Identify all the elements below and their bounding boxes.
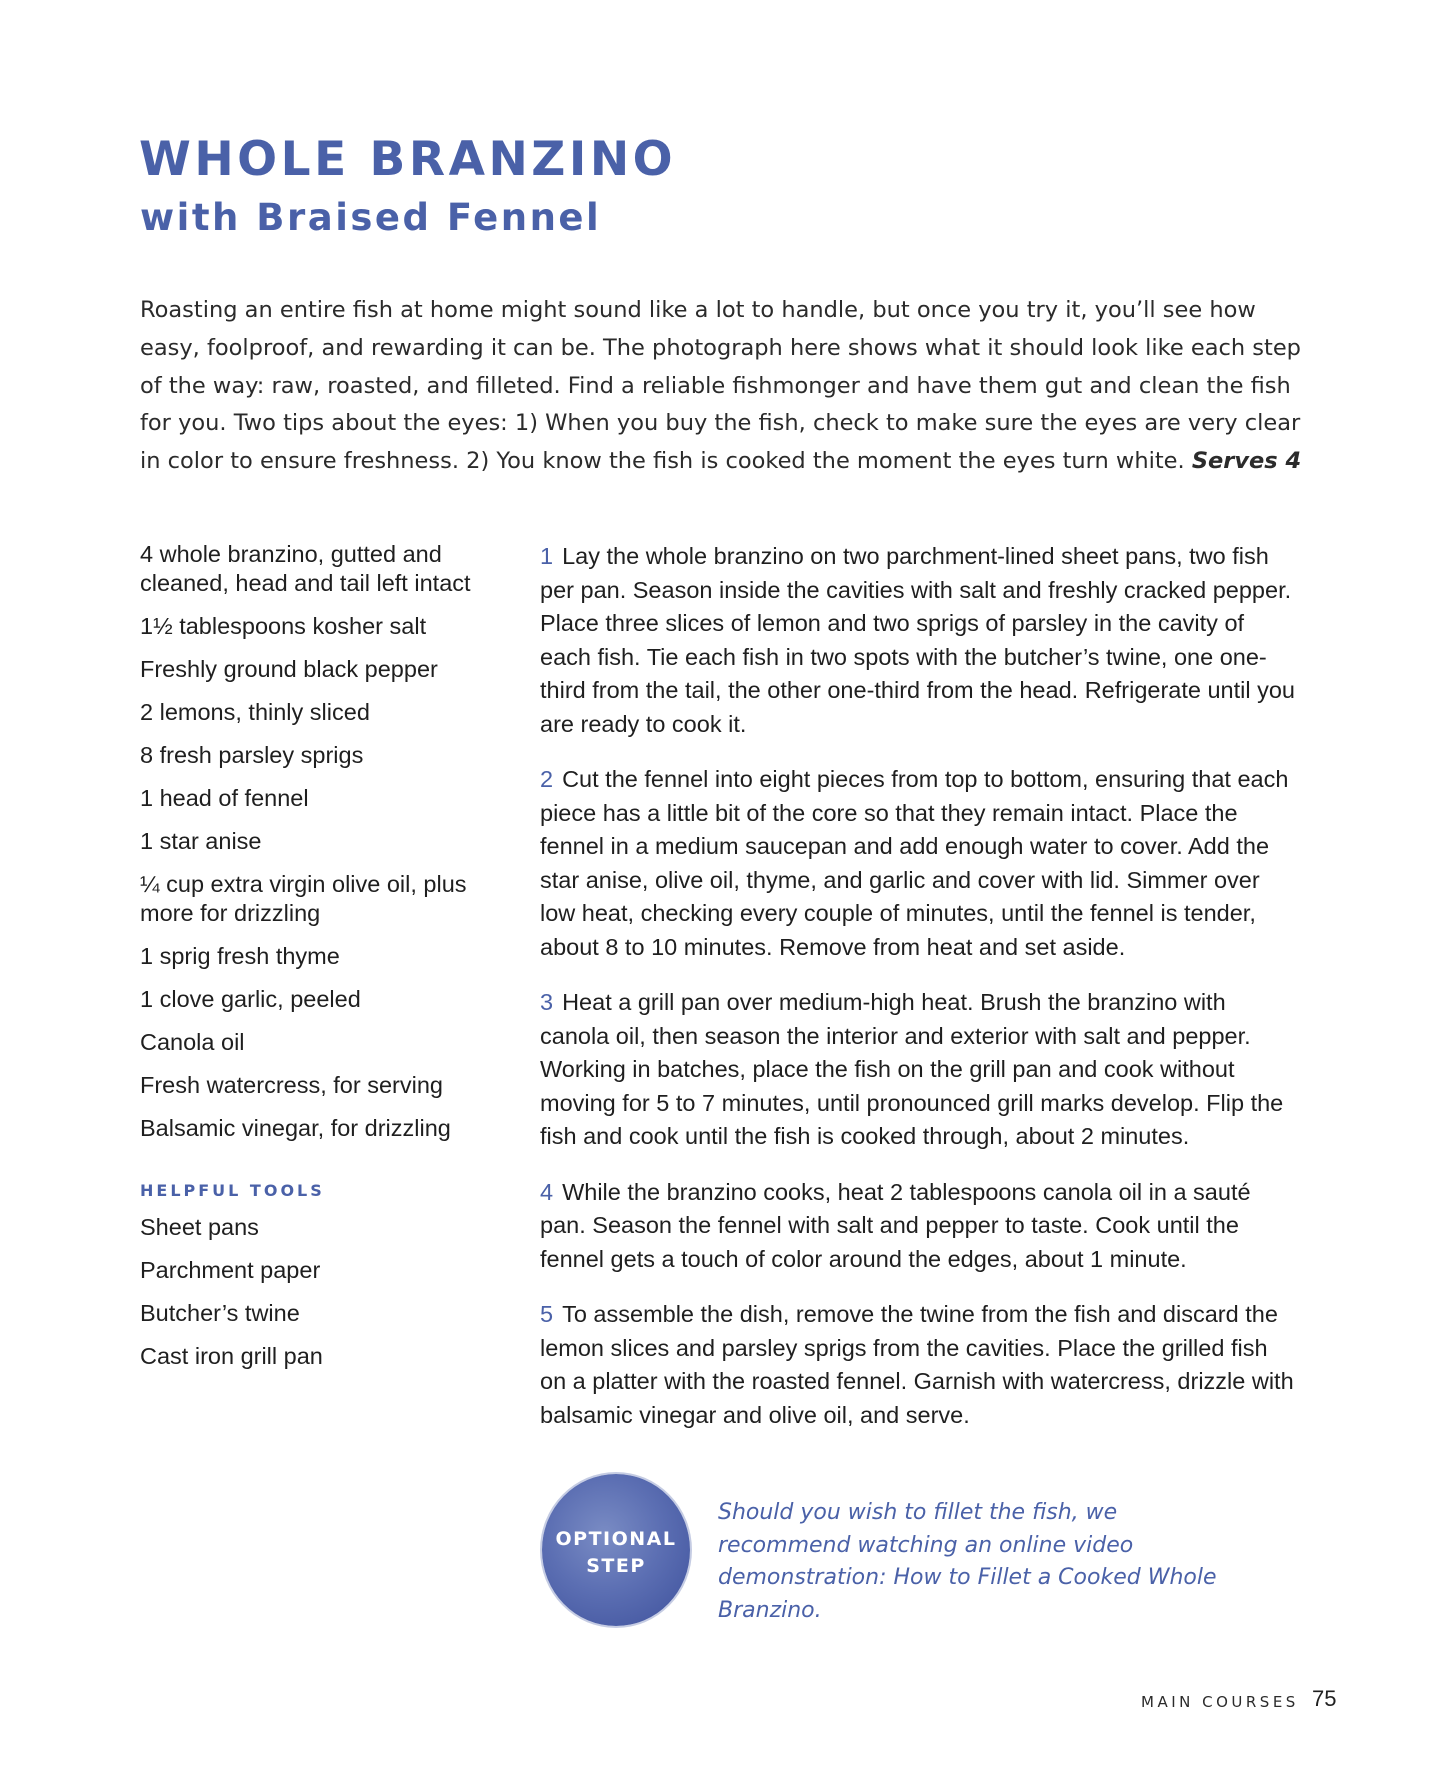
ingredient-item: 1 sprig fresh thyme <box>140 943 340 969</box>
method-step <box>540 763 1300 964</box>
serves-label: Serves 4 <box>1191 448 1302 475</box>
method-step <box>540 540 1300 741</box>
ingredient-item: 1 head of fennel <box>140 785 309 811</box>
ingredient-item: 1 clove garlic, peeled <box>140 986 361 1012</box>
step-text: Heat a grill pan over medium-high heat. Brush the branzino with canola oil, then season the interior and exterior with salt and pepper. Working in batches, place the fish on the grill pan and cook without moving for 5 to 7 minutes, until pronounced grill marks develop. Flip the fish and cook until the fish is cooked through, about 2 minutes. <box>540 989 1284 1149</box>
ingredients-list <box>140 540 500 1157</box>
step-number: 1 <box>540 543 554 569</box>
tool-item: Sheet pans <box>140 1214 259 1240</box>
ingredient-item: ¼ cup extra virgin olive oil, plus more for drizzling <box>140 871 467 926</box>
optional-step-badge <box>542 1474 690 1626</box>
step-number: 5 <box>540 1301 554 1327</box>
step-number: 3 <box>540 989 554 1015</box>
tool-item: Cast iron grill pan <box>140 1343 323 1369</box>
optional-step-note: Should you wish to fillet the fish, we recommend watching an online video demonstration: How to Fillet a Cooked Whole Branzino. <box>718 1500 1217 1623</box>
badge-label <box>542 1526 690 1580</box>
badge-line: OPTIONAL <box>555 1528 677 1550</box>
method-step <box>540 1176 1300 1277</box>
helpful-tools-list <box>140 1213 500 1385</box>
ingredient-item: 1 star anise <box>140 828 262 854</box>
ingredient-item: 1½ tablespoons kosher salt <box>140 613 427 639</box>
ingredient-item: Freshly ground black pepper <box>140 656 438 682</box>
step-number: 4 <box>540 1178 554 1205</box>
ingredient-item: Canola oil <box>140 1029 245 1055</box>
helpful-tools-heading: HELPFUL TOOLS <box>140 1181 325 1200</box>
step-number: 2 <box>540 766 554 792</box>
method-step <box>540 1298 1300 1432</box>
tool-item: Parchment paper <box>140 1257 321 1283</box>
badge-line: STEP <box>586 1555 646 1577</box>
recipe-subtitle: with Braised Fennel <box>140 196 602 239</box>
step-text: To assemble the dish, remove the twine from the fish and discard the lemon slices and parsley sprigs from the cavities. Place the grilled fish on a platter with the roasted fennel. Garnish with watercress, drizzle with balsamic vinegar and olive oil, and serve. <box>540 1301 1294 1428</box>
step-text: Cut the fennel into eight pieces from top to bottom, ensuring that each piece has a little bit of the core so that they remain intact. Place the fennel in a medium saucepan and add enough water to cover. Add the star anise, olive oil, thyme, and garlic and cover with lid. Simmer over low heat, checking every couple of minutes, until the fennel is tender, about 8 to 10 minutes. Remove from heat and set aside. <box>540 766 1289 960</box>
recipe-intro <box>140 292 1305 481</box>
footer-section-label: MAIN COURSES <box>1141 1693 1299 1711</box>
tool-item: Butcher’s twine <box>140 1300 300 1326</box>
recipe-title: WHOLE BRANZINO <box>139 132 677 187</box>
ingredient-item: 4 whole branzino, gutted and cleaned, head and tail left intact <box>140 541 471 596</box>
ingredient-item: 2 lemons, thinly sliced <box>140 699 370 725</box>
ingredient-item: Balsamic vinegar, for drizzling <box>140 1115 451 1141</box>
step-text: Lay the whole branzino on two parchment-lined sheet pans, two fish per pan. Season inside the cavities with salt and freshly cracked pepper. Place three slices of lemon and two sprigs of parsley in the cavity of each fish. Tie each fish in two spots with the butcher’s twine, one one-third from the tail, the other one-third from the head. Refrigerate until you are ready to cook it. <box>540 543 1296 737</box>
method-step <box>540 986 1300 1154</box>
step-text: While the branzino cooks, heat 2 tablespoons canola oil in a sauté pan. Season the fennel with salt and pepper to taste. Cook until the fennel gets a touch of color around the edges, about 1 minute. <box>540 1178 1251 1272</box>
page-number: 75 <box>1312 1686 1337 1711</box>
intro-text: Roasting an entire fish at home might sound like a lot to handle, but once you try it, you’ll see how easy, foolproof, and rewarding it can be. The photograph here shows what it should look like each step of the way: raw, roasted, and filleted. Find a reliable fishmonger and have them gut and clean the fish for you. Two tips about the eyes: 1) When you buy the fish, check to make sure the eyes are very clear in color to ensure freshness. 2) You know the fish is cooked the moment the eyes turn white. <box>140 297 1301 475</box>
ingredient-item: 8 fresh parsley sprigs <box>140 742 364 768</box>
method-steps <box>540 540 1300 1454</box>
ingredient-item: Fresh watercress, for serving <box>140 1072 443 1098</box>
